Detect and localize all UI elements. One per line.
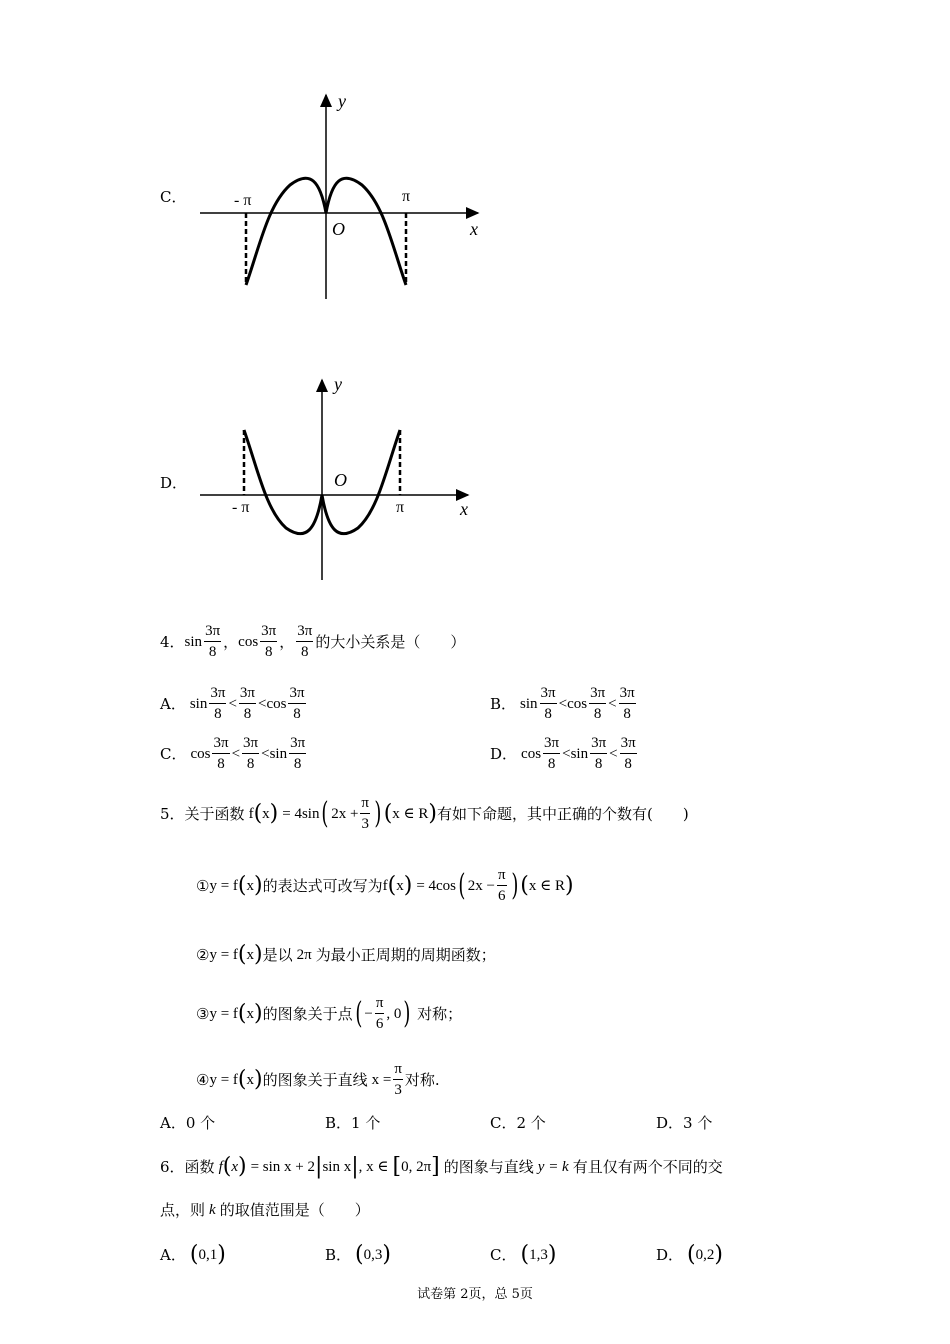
q5-option-c[interactable]: C．2 个: [490, 1114, 546, 1132]
q4-stem: 4． sin $\frac{3\pi}{8}$ ， cos $\frac{3\pi}{8}$ ， $\frac{3\pi}{8}$ 的大小关系是（ ）: [160, 623, 466, 660]
q4-option-a[interactable]: A． sin $\frac{3\pi}{8}$ < $\frac{3\pi}{8}$ < cos $\frac{3\pi}{8}$: [160, 685, 305, 722]
q4-tail: 的大小关系是（ ）: [315, 632, 466, 651]
q5-option-a[interactable]: A．0 个: [160, 1114, 216, 1132]
graph-c: [190, 85, 490, 310]
q4-number: 4．: [160, 632, 185, 651]
graph-c-x-label: x: [470, 219, 478, 239]
graph-c-pi: π: [402, 188, 411, 205]
q5-option-d[interactable]: D．3 个: [656, 1114, 713, 1132]
q6-stem-line2: 点，则 k 的取值范围是（ ）: [160, 1201, 370, 1219]
q6-option-d[interactable]: D． ( 0,2 ): [656, 1242, 723, 1267]
q4-frac-3: $\frac{3\pi}{8}$: [297, 623, 313, 660]
q5-proposition-2: ② y = f ( x ) 是以 2π 为最小正周期的周期函数；: [196, 942, 496, 967]
q5-tail: 有如下命题，其中正确的个数有( ): [437, 804, 689, 823]
q5-proposition-1: ① y = f ( x ) 的表达式可改写为 f ( x ) = 4cos ( 2x − $\frac{\pi}{6}$ ) ( x ∈ R ): [196, 867, 574, 904]
graph-d-pi: π: [396, 499, 405, 516]
q4-frac-2: $\frac{3\pi}{8}$: [261, 623, 277, 660]
q4-option-d[interactable]: D． cos $\frac{3\pi}{8}$ < sin $\frac{3\pi}{8}$ < $\frac{3\pi}{8}$: [490, 735, 636, 772]
q5-proposition-4: ④ y = f ( x ) 的图象关于直线 x = $\frac{\pi}{3}$ 对称.: [196, 1061, 440, 1098]
q5-option-b[interactable]: B．1 个: [325, 1114, 381, 1132]
graph-d-origin: O: [334, 470, 347, 490]
q4-option-b[interactable]: B． sin $\frac{3\pi}{8}$ < cos $\frac{3\pi}{8}$ < $\frac{3\pi}{8}$: [490, 685, 635, 722]
q6-stem-line1: 6． 函数 f ( x ) = sin x + 2 | sin x | , x ∈ [ 0, 2π ] 的图象与直线 y = k 有且仅有两个不同的交: [160, 1154, 723, 1179]
q5-proposition-3: ③ y = f ( x ) 的图象关于点 ( − $\frac{\pi}{6}$ , 0 ) 对称；: [196, 995, 463, 1032]
q4-cos: cos: [238, 633, 259, 650]
graph-c-origin: O: [332, 219, 345, 239]
q5-stem: 5． 关于函数 f ( x ) = 4sin ( 2x + $\frac{\pi}{3}$ ) ( x ∈ R ) 有如下命题，其中正确的个数有( ): [160, 795, 689, 832]
q4-frac-1: $\frac{3\pi}{8}$: [205, 623, 221, 660]
graph-d-x-label: x: [460, 499, 468, 519]
graph-d-neg-pi: - π: [232, 499, 250, 516]
graph-c-label: C．: [160, 188, 187, 206]
q5-number: 5．: [160, 804, 185, 823]
graph-d-y-label: y: [334, 374, 342, 394]
graph-d: [190, 370, 490, 585]
page-footer: 试卷第 2页，总 5页: [417, 1287, 533, 1302]
q6-option-c[interactable]: C． ( 1,3 ): [490, 1242, 557, 1267]
q6-option-a[interactable]: A． ( 0,1 ): [160, 1242, 226, 1267]
q6-option-b[interactable]: B． ( 0,3 ): [325, 1242, 391, 1267]
graph-d-label: D．: [160, 474, 188, 492]
graph-c-y-label: y: [338, 91, 346, 111]
q4-sin: sin: [184, 633, 203, 650]
q4-option-c[interactable]: C． cos $\frac{3\pi}{8}$ < $\frac{3\pi}{8}$ < sin $\frac{3\pi}{8}$: [160, 735, 306, 772]
graph-c-neg-pi: - π: [234, 192, 252, 209]
